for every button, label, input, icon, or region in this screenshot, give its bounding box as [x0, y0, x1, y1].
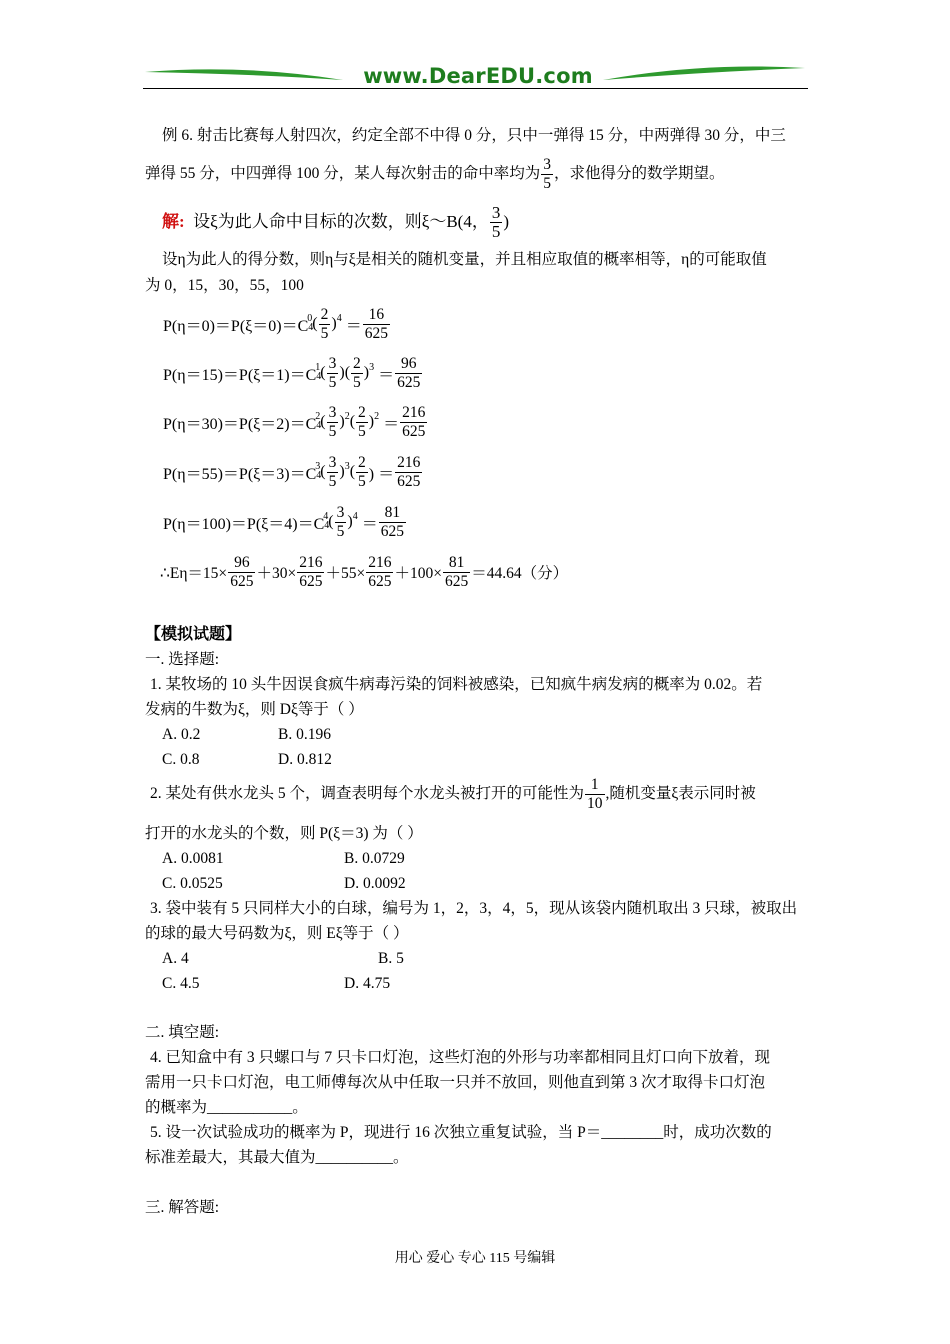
page-footer: 用心 爱心 专心 115 号编辑 — [394, 1251, 556, 1266]
q1-option-d: D. 0.812 — [278, 751, 332, 768]
q2-option-c: C. 0.0525 — [162, 875, 223, 892]
expectation-equation: ∴Eη＝15× $\frac{96}{625}$ ＋30× $\frac{216}{625}$ ＋55× $\frac{216}{625}$ ＋100× $\frac{81}{625}$ ＝44.64（分） — [160, 553, 569, 590]
example-line-1: 例 6. 射击比赛每人射四次，约定全部不中得 0 分，只中一弹得 15 分，中两弹得 30 分，中三 — [162, 127, 786, 144]
q1-option-b: B. 0.196 — [278, 726, 331, 743]
solution-intro: 解: 设ξ为此人命中目标的次数，则ξ～B(4， $\frac{3}{5}$ ) — [162, 202, 510, 241]
q2-option-a: A. 0.0081 — [162, 850, 224, 867]
part2-title: 二. 填空题: — [145, 1024, 220, 1041]
q1-option-c: C. 0.8 — [162, 751, 200, 768]
part1-title: 一. 选择题: — [145, 651, 220, 668]
equation-1: P(η＝0)＝P(ξ＝0)＝C 4 0 ( $\frac{2}{5}$ ) 4 ＝ $\frac{16}{625}$ — [163, 305, 388, 342]
q2-line-1: 2. 某处有供水龙头 5 个，调查表明每个水龙头被打开的可能性为 $\frac{1}{10}$ ,随机变量ξ表示同时被 — [150, 775, 756, 812]
q3-option-a: A. 4 — [162, 950, 189, 967]
example-line-2: 弹得 55 分，中四弹得 100 分，某人每次射击的命中率均为 $\frac{3}{5}$ ，求他得分的数学期望。 — [145, 155, 725, 192]
q4-line-1: 4. 已知盒中有 3 只螺口与 7 只卡口灯泡，这些灯泡的外形与功率都相同且灯口向下放着，现 — [150, 1049, 771, 1066]
q3-option-c: C. 4.5 — [162, 975, 200, 992]
solution-para-2: 为 0，15，30，55，100 — [145, 277, 304, 294]
q2-line-2: 打开的水龙头的个数，则 P(ξ＝3) 为（ ） — [145, 825, 423, 842]
q2-option-d: D. 0.0092 — [344, 875, 406, 892]
site-logo-text: www.DearEDU.com — [363, 64, 593, 88]
header-banner — [143, 60, 808, 92]
header-divider — [143, 88, 808, 89]
q3-line-1: 3. 袋中装有 5 只同样大小的白球，编号为 1，2，3，4，5，现从该袋内随机取出 3 只球，被取出 — [150, 900, 798, 917]
solution-para-1: 设η为此人的得分数，则η与ξ是相关的随机变量，并且相应取值的概率相等，η的可能取值 — [162, 251, 767, 268]
equation-5: P(η＝100)＝P(ξ＝4)＝C 4 4 ( $\frac{3}{5}$ ) 4 ＝ $\frac{81}{625}$ — [163, 503, 404, 540]
q5-line-1: 5. 设一次试验成功的概率为 P，现进行 16 次独立重复试验，当 P＝________时，成功次数的 — [150, 1124, 772, 1141]
q1-option-a: A. 0.2 — [162, 726, 201, 743]
q3-option-d: D. 4.75 — [344, 975, 391, 992]
equation-4: P(η＝55)＝P(ξ＝3)＝C 4 3 ( $\frac{3}{5}$ ) 3 ( $\frac{2}{5}$ ) ＝ $\frac{216}{625}$ — [163, 453, 421, 490]
solution-label: 解: — [162, 212, 185, 231]
q3-option-b: B. 5 — [378, 950, 404, 967]
equation-3: P(η＝30)＝P(ξ＝2)＝C 4 2 ( $\frac{3}{5}$ ) 2 ( $\frac{2}{5}$ ) 2 ＝ $\frac{216}{625}$ — [163, 403, 426, 440]
equation-2: P(η＝15)＝P(ξ＝1)＝C 4 1 ( $\frac{3}{5}$ )( $\frac{2}{5}$ ) 3 ＝ $\frac{96}{625}$ — [163, 354, 421, 391]
q5-line-2: 标准差最大，其最大值为__________。 — [145, 1149, 409, 1166]
q1-line-2: 发病的牛数为ξ，则 Dξ等于（ ） — [145, 701, 364, 718]
q4-line-2: 需用一只卡口灯泡，电工师傅每次从中任取一只并不放回，则他直到第 3 次才取得卡口灯泡 — [145, 1074, 766, 1091]
q4-line-3: 的概率为___________。 — [145, 1099, 308, 1116]
section-title: 【模拟试题】 — [145, 626, 242, 643]
q3-line-2: 的球的最大号码数为ξ，则 Eξ等于（ ） — [145, 925, 409, 942]
q1-line-1: 1. 某牧场的 10 头牛因误食疯牛病毒污染的饲料被感染，已知疯牛病发病的概率为 0.02。若 — [150, 676, 763, 693]
q2-option-b: B. 0.0729 — [344, 850, 405, 867]
part3-title: 三. 解答题: — [145, 1199, 220, 1216]
